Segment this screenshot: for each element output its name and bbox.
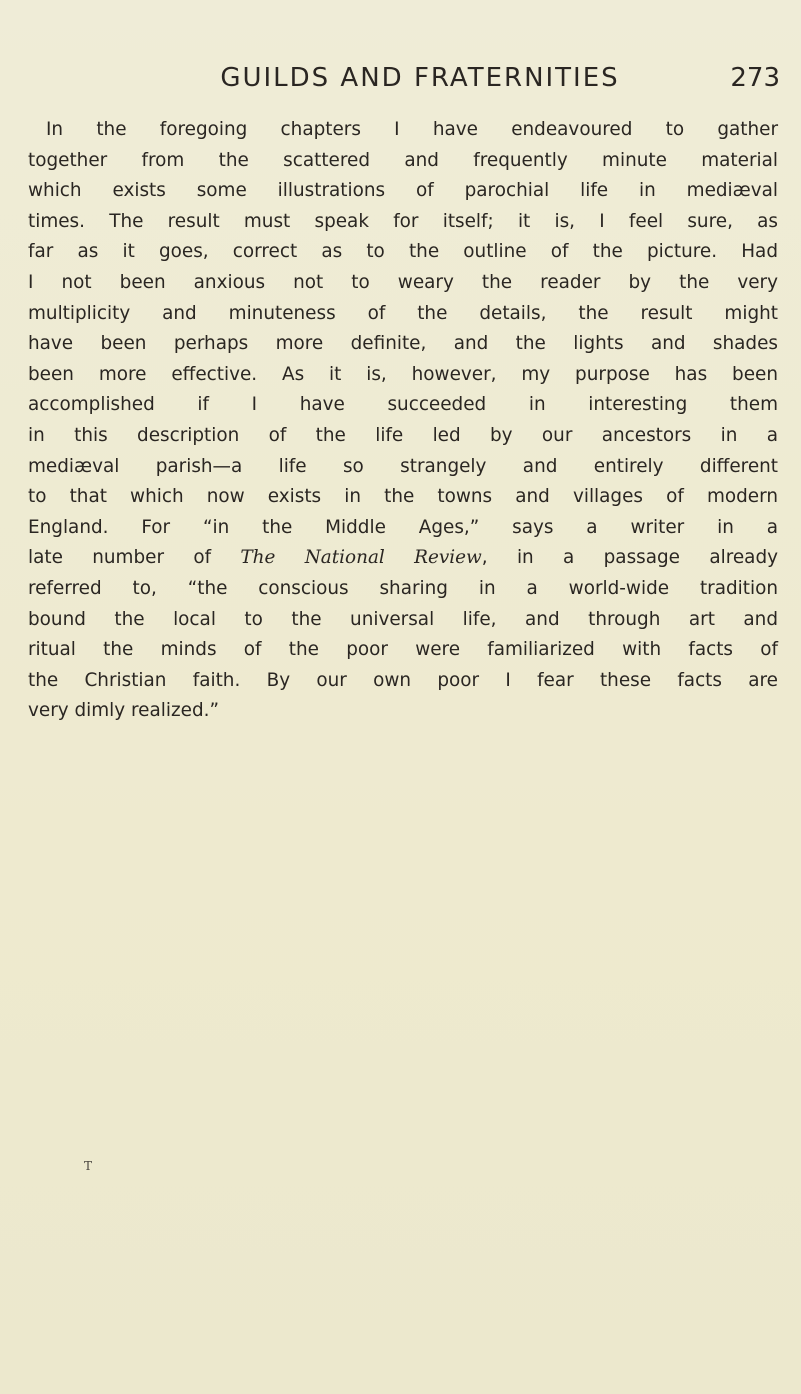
text-line: In the foregoing chapters I have endeavoured to gather <box>46 119 778 140</box>
text-line: which exists some illustrations of parochial life in mediæval <box>28 180 778 202</box>
publication-title: The National Review <box>240 547 482 569</box>
text-line: I not been anxious not to weary the reader by the very <box>28 271 778 293</box>
text-line: multiplicity and minuteness of the details, the result might <box>28 302 778 324</box>
text-line: have been perhaps more definite, and the lights and shades <box>28 333 778 355</box>
text-line: far as it goes, correct as to the outline of the picture. Had <box>28 241 778 263</box>
text-line: ritual the minds of the poor were familiarized with facts of <box>28 639 778 661</box>
text-segment: late number of <box>28 547 241 569</box>
running-head <box>60 58 780 98</box>
signature-mark: T <box>84 1159 93 1173</box>
text-line-with-title <box>28 543 778 574</box>
page-number: 273 <box>730 63 780 93</box>
text-line: England. For “in the Middle Ages,” says a writer in a <box>28 516 778 538</box>
text-line: in this description of the life led by our ancestors in a <box>28 424 778 446</box>
text-line: accomplished if I have succeeded in interesting them <box>28 394 778 416</box>
running-title: GUILDS AND FRATERNITIES <box>220 63 620 93</box>
text-line: times. The result must speak for itself; it is, I feel sure, as <box>28 210 778 232</box>
text-line: referred to, “the conscious sharing in a world-wide tradition <box>28 577 778 599</box>
text-line: mediæval parish—a life so strangely and entirely different <box>28 455 778 477</box>
text-segment: , in a passage already <box>481 547 778 569</box>
body-paragraph <box>28 115 778 727</box>
text-line: together from the scattered and frequently minute material <box>28 149 778 171</box>
text-line: been more effective. As it is, however, my purpose has been <box>28 363 778 385</box>
text-line: the Christian faith. By our own poor I fear these facts are <box>28 669 778 691</box>
text-line: very dimly realized.” <box>28 700 220 722</box>
text-line: bound the local to the universal life, and through art and <box>28 608 778 630</box>
text-line: to that which now exists in the towns and villages of modern <box>28 486 778 508</box>
